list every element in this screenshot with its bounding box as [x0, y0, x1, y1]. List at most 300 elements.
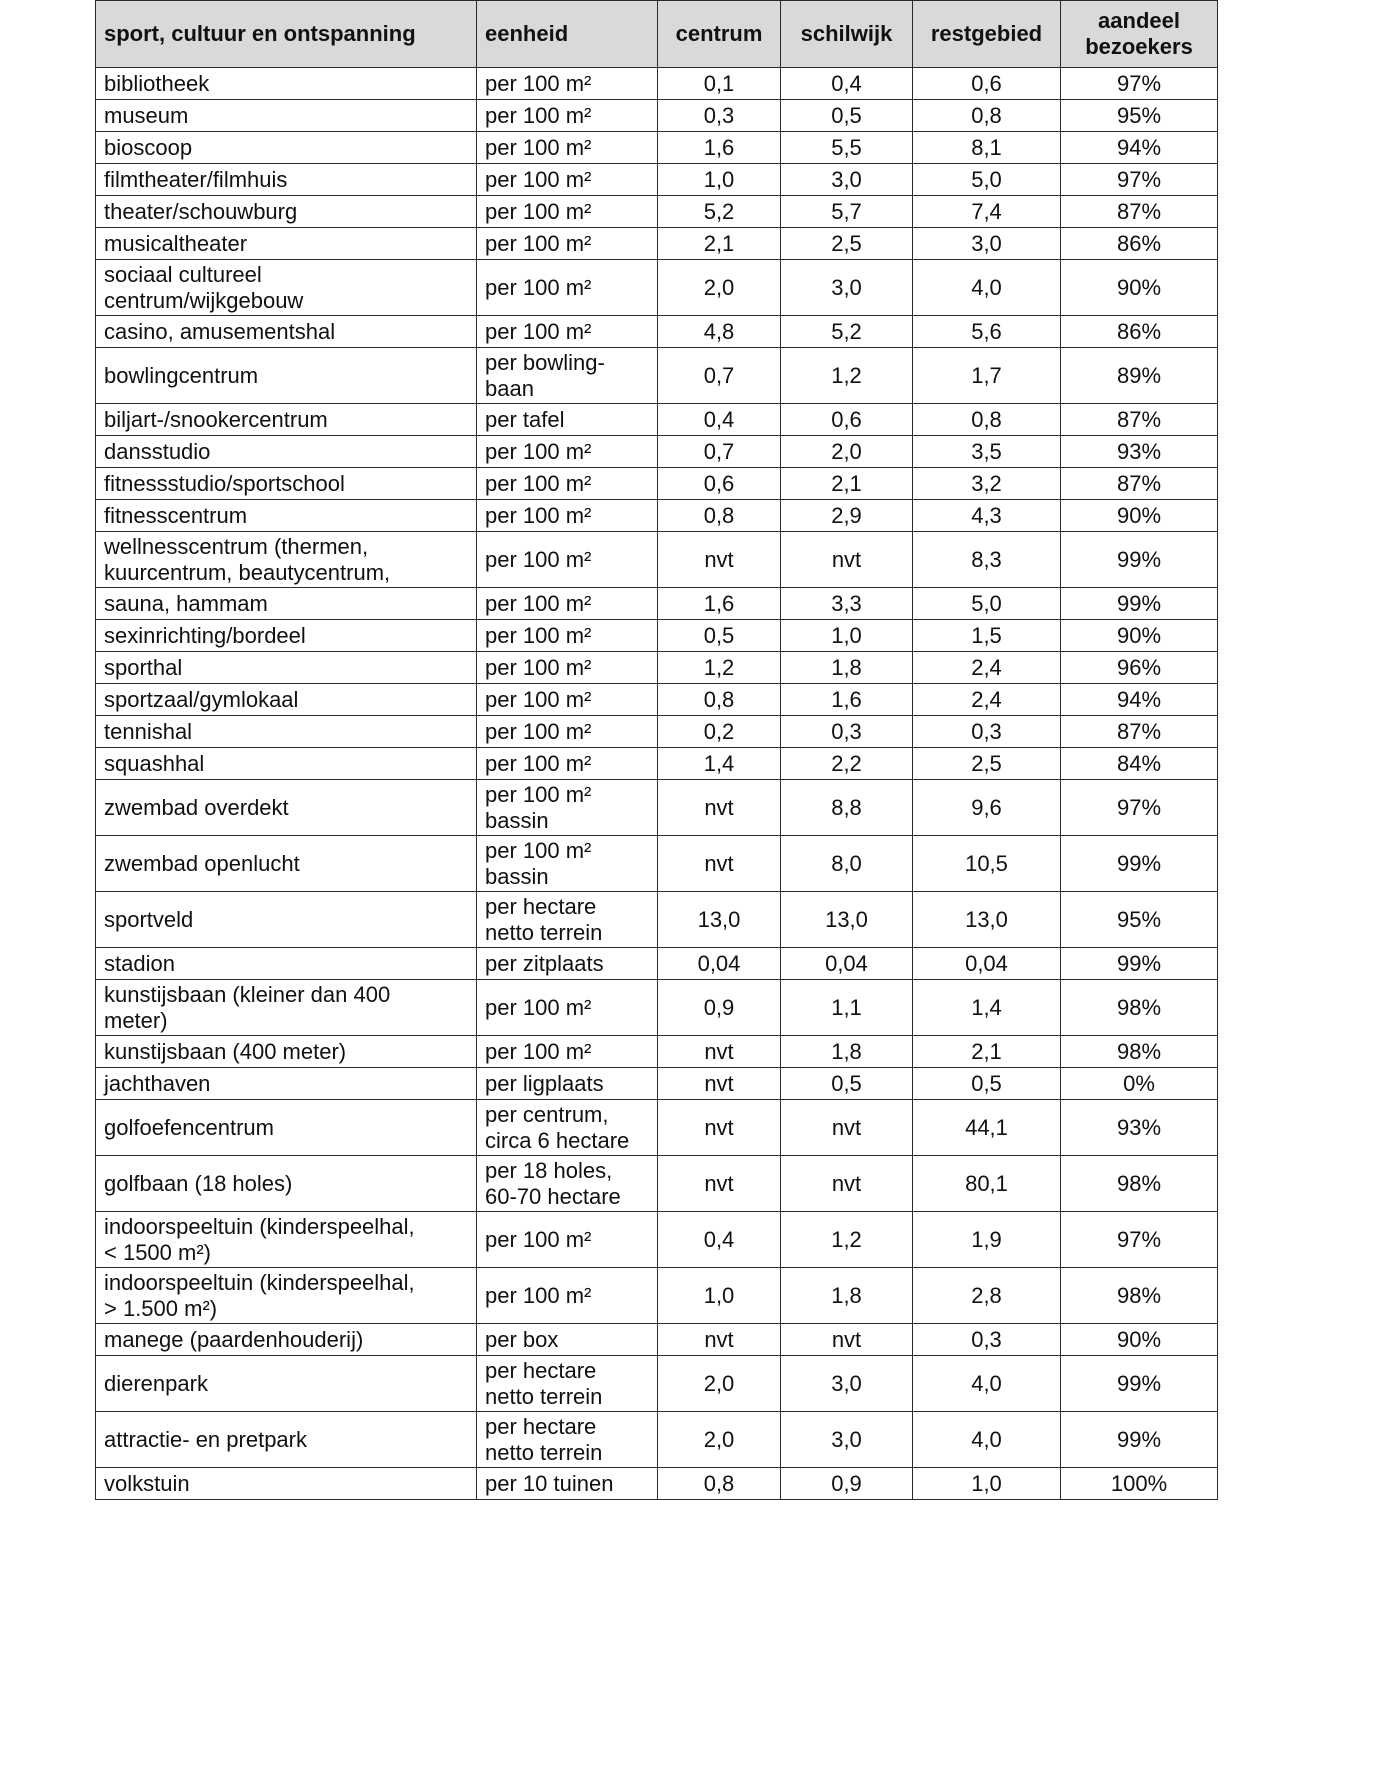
- table-row: [96, 316, 1218, 348]
- cell-restgebied-line: 1,5: [971, 622, 1002, 648]
- cell-category: [96, 1068, 477, 1100]
- cell-unit: [477, 348, 658, 404]
- cell-category: [96, 1324, 477, 1356]
- cell-category: [96, 164, 477, 196]
- cell-unit-line: per centrum,: [485, 1101, 609, 1127]
- cell-share: [1061, 1268, 1218, 1324]
- cell-schilwijk-line: 8,0: [831, 850, 862, 876]
- cell-restgebied-line: 3,5: [971, 438, 1002, 464]
- cell-share-line: 89%: [1116, 362, 1162, 388]
- cell-centrum: [658, 164, 781, 196]
- cell-restgebied-line: 1,0: [971, 1470, 1002, 1496]
- cell-schilwijk: [781, 1212, 913, 1268]
- cell-unit: [477, 652, 658, 684]
- cell-unit-line: per hectare: [485, 1357, 597, 1383]
- cell-category: [96, 748, 477, 780]
- cell-centrum-line: 1,4: [703, 750, 735, 776]
- cell-centrum: [658, 892, 781, 948]
- cell-share: [1061, 716, 1218, 748]
- table-row: [96, 1324, 1218, 1356]
- cell-share: [1061, 468, 1218, 500]
- cell-share-line: 99%: [1116, 850, 1162, 876]
- table-row: [96, 716, 1218, 748]
- table-row: [96, 748, 1218, 780]
- cell-category-line: bowlingcentrum: [104, 362, 259, 388]
- cell-centrum-line: 0,1: [703, 70, 735, 96]
- cell-schilwijk: [781, 748, 913, 780]
- cell-unit-line: per 100 m²: [485, 622, 592, 648]
- cell-category: [96, 404, 477, 436]
- cell-centrum: [658, 316, 781, 348]
- cell-restgebied-line: 0,6: [971, 70, 1002, 96]
- cell-unit-line: per 100 m²: [485, 1226, 592, 1252]
- cell-category: [96, 1268, 477, 1324]
- cell-restgebied-line: 2,4: [971, 654, 1002, 680]
- cell-unit-line: per box: [485, 1326, 559, 1352]
- cell-share: [1061, 1356, 1218, 1412]
- cell-unit: [477, 716, 658, 748]
- cell-schilwijk-line: 1,1: [831, 994, 862, 1020]
- cell-category-line: fitnesscentrum: [104, 502, 248, 528]
- cell-category-line: sauna, hammam: [104, 590, 268, 616]
- cell-share-line: 98%: [1116, 1038, 1162, 1064]
- cell-share: [1061, 1468, 1218, 1500]
- cell-unit-line: netto terrein: [485, 1439, 603, 1465]
- cell-centrum-line: 0,2: [703, 718, 735, 744]
- cell-unit-line: per 10 tuinen: [485, 1470, 614, 1496]
- cell-centrum-line: 0,9: [703, 994, 735, 1020]
- cell-centrum: [658, 500, 781, 532]
- cell-unit-line: per bowling-: [485, 349, 605, 375]
- cell-schilwijk-line: 3,0: [831, 1426, 862, 1452]
- cell-schilwijk: [781, 620, 913, 652]
- cell-unit: [477, 1100, 658, 1156]
- cell-schilwijk: [781, 436, 913, 468]
- cell-share-line: 96%: [1116, 654, 1162, 680]
- cell-category-line: golfbaan (18 holes): [104, 1170, 293, 1196]
- cell-schilwijk: [781, 1412, 913, 1468]
- cell-restgebied-line: 1,7: [971, 362, 1002, 388]
- cell-category-line: tennishal: [104, 718, 193, 744]
- cell-category: [96, 716, 477, 748]
- cell-restgebied: [913, 1212, 1061, 1268]
- cell-schilwijk-line: 2,9: [831, 502, 862, 528]
- cell-schilwijk-line: 1,2: [831, 1226, 862, 1252]
- cell-unit-line: per 100 m²: [485, 781, 592, 807]
- cell-centrum-line: 13,0: [697, 906, 741, 932]
- cell-restgebied: [913, 228, 1061, 260]
- cell-unit: [477, 132, 658, 164]
- header-schilwijk: schilwijk: [781, 1, 913, 68]
- cell-schilwijk: [781, 1468, 913, 1500]
- cell-share-line: 97%: [1116, 70, 1162, 96]
- cell-category: [96, 532, 477, 588]
- cell-restgebied-line: 3,2: [971, 470, 1002, 496]
- cell-restgebied: [913, 948, 1061, 980]
- cell-category-line: centrum/wijkgebouw: [104, 287, 304, 313]
- cell-restgebied-line: 0,8: [971, 406, 1002, 432]
- cell-unit-line: per 100 m²: [485, 718, 592, 744]
- cell-centrum: [658, 196, 781, 228]
- cell-unit: [477, 780, 658, 836]
- cell-share-line: 99%: [1116, 546, 1162, 572]
- cell-restgebied-line: 1,4: [971, 994, 1002, 1020]
- cell-unit-line: per ligplaats: [485, 1070, 604, 1096]
- cell-restgebied: [913, 100, 1061, 132]
- cell-schilwijk: [781, 1100, 913, 1156]
- header-share-line2: bezoekers: [1085, 34, 1193, 59]
- cell-unit-line: per 100 m²: [485, 502, 592, 528]
- cell-restgebied: [913, 980, 1061, 1036]
- cell-category: [96, 260, 477, 316]
- cell-restgebied-line: 2,1: [971, 1038, 1002, 1064]
- cell-category-line: indoorspeeltuin (kinderspeelhal,: [104, 1269, 415, 1295]
- cell-schilwijk-line: 5,5: [831, 134, 862, 160]
- cell-centrum-line: 0,8: [703, 1470, 735, 1496]
- cell-restgebied-line: 7,4: [971, 198, 1002, 224]
- cell-schilwijk-line: 2,1: [831, 470, 862, 496]
- cell-unit: [477, 1324, 658, 1356]
- cell-category: [96, 1212, 477, 1268]
- cell-unit: [477, 588, 658, 620]
- cell-schilwijk: [781, 716, 913, 748]
- cell-centrum-line: 1,6: [703, 134, 735, 160]
- cell-restgebied: [913, 1268, 1061, 1324]
- cell-share: [1061, 620, 1218, 652]
- cell-centrum-line: nvt: [704, 850, 734, 876]
- cell-category: [96, 684, 477, 716]
- cell-category-line: stadion: [104, 950, 175, 976]
- cell-schilwijk-line: nvt: [831, 1170, 862, 1196]
- cell-restgebied: [913, 780, 1061, 836]
- cell-centrum-line: 0,8: [703, 686, 735, 712]
- cell-unit-line: per 100 m²: [485, 654, 592, 680]
- cell-restgebied-line: 4,3: [971, 502, 1002, 528]
- cell-category: [96, 500, 477, 532]
- cell-restgebied: [913, 1068, 1061, 1100]
- table-row: [96, 1036, 1218, 1068]
- cell-category-line: zwembad overdekt: [104, 794, 289, 820]
- cell-schilwijk-line: 1,8: [831, 1282, 862, 1308]
- table-row: [96, 1068, 1218, 1100]
- cell-schilwijk-line: 3,0: [831, 166, 862, 192]
- table-row: [96, 532, 1218, 588]
- cell-share: [1061, 1100, 1218, 1156]
- cell-share-line: 84%: [1116, 750, 1162, 776]
- cell-unit-line: circa 6 hectare: [485, 1127, 630, 1153]
- table-row: [96, 652, 1218, 684]
- cell-centrum-line: 5,2: [703, 198, 735, 224]
- cell-centrum: [658, 1156, 781, 1212]
- cell-category: [96, 436, 477, 468]
- cell-unit: [477, 436, 658, 468]
- cell-centrum-line: nvt: [704, 1070, 734, 1096]
- table-row: [96, 1156, 1218, 1212]
- cell-restgebied: [913, 260, 1061, 316]
- cell-schilwijk: [781, 348, 913, 404]
- cell-restgebied: [913, 68, 1061, 100]
- table-row: [96, 836, 1218, 892]
- cell-restgebied-line: 4,0: [971, 1370, 1002, 1396]
- cell-category-line: < 1500 m²): [104, 1239, 211, 1265]
- cell-schilwijk-line: 1,6: [831, 686, 862, 712]
- cell-unit-line: per 100 m²: [485, 994, 592, 1020]
- cell-restgebied-line: 4,0: [971, 1426, 1002, 1452]
- cell-centrum: [658, 780, 781, 836]
- cell-restgebied: [913, 500, 1061, 532]
- cell-category: [96, 1468, 477, 1500]
- cell-category-line: sociaal cultureel: [104, 261, 262, 287]
- cell-unit: [477, 1412, 658, 1468]
- cell-schilwijk: [781, 228, 913, 260]
- table-row: [96, 348, 1218, 404]
- cell-restgebied: [913, 132, 1061, 164]
- cell-share: [1061, 892, 1218, 948]
- cell-category-line: museum: [104, 102, 189, 128]
- cell-category-line: theater/schouwburg: [104, 198, 298, 224]
- cell-category: [96, 1036, 477, 1068]
- table-row: [96, 1268, 1218, 1324]
- cell-schilwijk-line: 1,8: [831, 654, 862, 680]
- cell-category-line: manege (paardenhouderij): [104, 1326, 364, 1352]
- cell-unit: [477, 684, 658, 716]
- cell-centrum: [658, 100, 781, 132]
- cell-centrum-line: 0,5: [703, 622, 735, 648]
- cell-share-line: 87%: [1116, 470, 1162, 496]
- cell-schilwijk-line: 0,04: [825, 950, 868, 976]
- cell-unit: [477, 1068, 658, 1100]
- cell-share: [1061, 1068, 1218, 1100]
- cell-schilwijk-line: 3,0: [831, 274, 862, 300]
- cell-restgebied: [913, 164, 1061, 196]
- cell-unit: [477, 228, 658, 260]
- table-row: [96, 1468, 1218, 1500]
- cell-restgebied: [913, 316, 1061, 348]
- parking-norms-table: [95, 0, 1218, 1500]
- cell-unit-line: per 100 m²: [485, 1038, 592, 1064]
- cell-share-line: 97%: [1116, 794, 1162, 820]
- cell-unit-line: per 100 m²: [485, 102, 592, 128]
- cell-category-line: > 1.500 m²): [104, 1295, 218, 1321]
- cell-schilwijk: [781, 836, 913, 892]
- table-row: [96, 164, 1218, 196]
- cell-unit-line: per hectare: [485, 893, 597, 919]
- cell-centrum-line: nvt: [704, 1038, 734, 1064]
- cell-category: [96, 892, 477, 948]
- cell-centrum-line: 1,0: [703, 166, 735, 192]
- cell-unit-line: bassin: [485, 863, 549, 889]
- cell-share: [1061, 780, 1218, 836]
- cell-share: [1061, 164, 1218, 196]
- cell-share: [1061, 68, 1218, 100]
- cell-schilwijk-line: 13,0: [825, 906, 868, 932]
- cell-share: [1061, 980, 1218, 1036]
- cell-schilwijk-line: 0,5: [831, 1070, 862, 1096]
- cell-schilwijk-line: 8,8: [831, 794, 862, 820]
- cell-centrum-line: 2,0: [703, 1370, 735, 1396]
- cell-schilwijk-line: 3,3: [831, 590, 862, 616]
- cell-centrum-line: nvt: [704, 546, 734, 572]
- cell-centrum: [658, 1268, 781, 1324]
- cell-centrum-line: 2,0: [703, 274, 735, 300]
- cell-unit-line: per 100 m²: [485, 686, 592, 712]
- table-row: [96, 132, 1218, 164]
- header-centrum: centrum: [658, 1, 781, 68]
- cell-restgebied-line: 5,0: [971, 166, 1002, 192]
- cell-centrum: [658, 468, 781, 500]
- cell-centrum-line: nvt: [704, 1326, 734, 1352]
- cell-share: [1061, 1036, 1218, 1068]
- cell-schilwijk: [781, 260, 913, 316]
- cell-category-line: volkstuin: [104, 1470, 190, 1496]
- cell-unit: [477, 836, 658, 892]
- cell-share: [1061, 196, 1218, 228]
- cell-category: [96, 1156, 477, 1212]
- header-restgebied: restgebied: [913, 1, 1061, 68]
- cell-share: [1061, 348, 1218, 404]
- cell-unit-line: per 100 m²: [485, 438, 592, 464]
- cell-centrum-line: 2,0: [703, 1426, 735, 1452]
- cell-centrum: [658, 404, 781, 436]
- cell-share: [1061, 532, 1218, 588]
- table-row: [96, 684, 1218, 716]
- cell-unit: [477, 468, 658, 500]
- cell-centrum-line: nvt: [704, 794, 734, 820]
- cell-centrum: [658, 716, 781, 748]
- cell-restgebied: [913, 652, 1061, 684]
- cell-unit: [477, 948, 658, 980]
- cell-share-line: 86%: [1116, 318, 1162, 344]
- cell-schilwijk-line: 2,5: [831, 230, 862, 256]
- cell-unit-line: per 100 m²: [485, 750, 592, 776]
- cell-share-line: 99%: [1116, 1370, 1162, 1396]
- table-row: [96, 196, 1218, 228]
- cell-unit: [477, 892, 658, 948]
- cell-share: [1061, 948, 1218, 980]
- cell-category-line: kunstijsbaan (400 meter): [104, 1038, 347, 1064]
- cell-share: [1061, 132, 1218, 164]
- cell-category: [96, 132, 477, 164]
- cell-share-line: 87%: [1116, 198, 1162, 224]
- cell-share-line: 95%: [1116, 906, 1162, 932]
- cell-category: [96, 1412, 477, 1468]
- cell-restgebied: [913, 348, 1061, 404]
- cell-centrum-line: 0,4: [703, 406, 735, 432]
- cell-unit: [477, 748, 658, 780]
- cell-schilwijk: [781, 684, 913, 716]
- cell-unit: [477, 500, 658, 532]
- cell-share: [1061, 404, 1218, 436]
- cell-centrum-line: 0,04: [697, 950, 741, 976]
- cell-centrum: [658, 260, 781, 316]
- cell-category-line: sexinrichting/bordeel: [104, 622, 306, 648]
- cell-restgebied: [913, 588, 1061, 620]
- header-row: [96, 1, 1218, 68]
- table-row: [96, 228, 1218, 260]
- cell-share-line: 98%: [1116, 994, 1162, 1020]
- cell-centrum: [658, 684, 781, 716]
- cell-schilwijk: [781, 100, 913, 132]
- cell-category: [96, 1100, 477, 1156]
- cell-restgebied-line: 3,0: [971, 230, 1002, 256]
- cell-centrum-line: 2,1: [703, 230, 735, 256]
- cell-centrum-line: nvt: [704, 1170, 734, 1196]
- cell-category: [96, 620, 477, 652]
- cell-centrum-line: 1,0: [703, 1282, 735, 1308]
- cell-share-line: 95%: [1116, 102, 1162, 128]
- cell-schilwijk-line: 2,0: [831, 438, 862, 464]
- cell-category: [96, 348, 477, 404]
- header-share: [1061, 1, 1218, 68]
- table-row: [96, 436, 1218, 468]
- cell-unit-line: per hectare: [485, 1413, 597, 1439]
- cell-unit: [477, 980, 658, 1036]
- cell-centrum-line: nvt: [704, 1114, 734, 1140]
- cell-category-line: squashhal: [104, 750, 205, 776]
- cell-centrum: [658, 1324, 781, 1356]
- cell-centrum: [658, 132, 781, 164]
- cell-schilwijk-line: 0,5: [831, 102, 862, 128]
- cell-category-line: bioscoop: [104, 134, 193, 160]
- cell-schilwijk: [781, 468, 913, 500]
- table-row: [96, 980, 1218, 1036]
- cell-unit: [477, 1468, 658, 1500]
- cell-schilwijk: [781, 588, 913, 620]
- cell-schilwijk: [781, 500, 913, 532]
- cell-share: [1061, 1212, 1218, 1268]
- cell-category: [96, 468, 477, 500]
- cell-unit-line: per tafel: [485, 406, 565, 432]
- cell-unit: [477, 404, 658, 436]
- cell-restgebied: [913, 1412, 1061, 1468]
- cell-schilwijk: [781, 1268, 913, 1324]
- cell-restgebied-line: 44,1: [965, 1114, 1008, 1140]
- cell-centrum: [658, 228, 781, 260]
- table-row: [96, 588, 1218, 620]
- cell-restgebied: [913, 468, 1061, 500]
- cell-restgebied-line: 8,3: [971, 546, 1002, 572]
- cell-schilwijk-line: 5,2: [831, 318, 862, 344]
- table-row: [96, 68, 1218, 100]
- cell-share: [1061, 316, 1218, 348]
- cell-unit: [477, 1212, 658, 1268]
- cell-unit-line: netto terrein: [485, 1383, 603, 1409]
- cell-unit-line: per 100 m²: [485, 274, 592, 300]
- cell-share-line: 87%: [1116, 406, 1162, 432]
- cell-share: [1061, 228, 1218, 260]
- cell-unit: [477, 1268, 658, 1324]
- table-row: [96, 1212, 1218, 1268]
- cell-restgebied-line: 0,5: [971, 1070, 1002, 1096]
- cell-share-line: 93%: [1116, 438, 1162, 464]
- cell-restgebied-line: 9,6: [971, 794, 1002, 820]
- cell-share-line: 94%: [1116, 686, 1162, 712]
- cell-restgebied-line: 0,04: [965, 950, 1008, 976]
- cell-restgebied: [913, 1468, 1061, 1500]
- cell-unit-line: per 100 m²: [485, 1282, 592, 1308]
- cell-share-line: 90%: [1116, 274, 1162, 300]
- cell-category-line: sportzaal/gymlokaal: [104, 686, 299, 712]
- cell-category-line: kuurcentrum, beautycentrum,: [104, 559, 391, 585]
- cell-schilwijk-line: 1,2: [831, 362, 862, 388]
- table-row: [96, 892, 1218, 948]
- cell-schilwijk-line: 1,8: [831, 1038, 862, 1064]
- cell-share: [1061, 836, 1218, 892]
- cell-category-line: bibliotheek: [104, 70, 210, 96]
- cell-centrum: [658, 652, 781, 684]
- cell-centrum: [658, 68, 781, 100]
- cell-schilwijk: [781, 948, 913, 980]
